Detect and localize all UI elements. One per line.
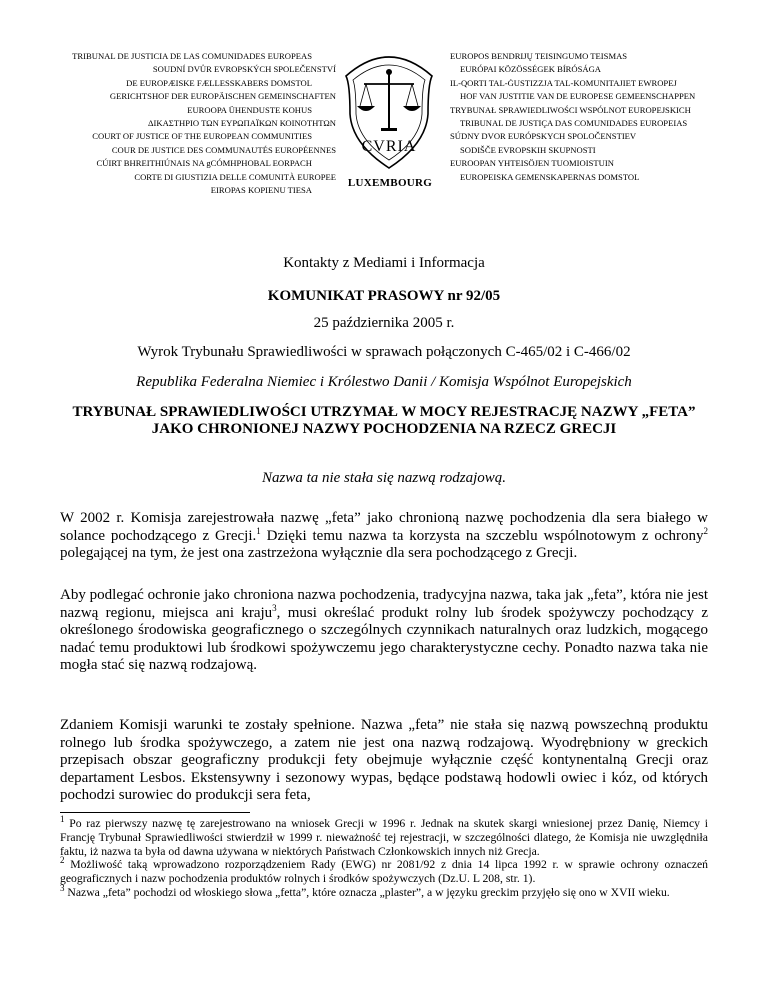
- headline: TRYBUNAŁ SPRAWIEDLIWOŚCI UTRZYMAŁ W MOCY REJESTRACJĘ NAZWY „FETA” JAKO CHRONIONEJ NAZWY POCHODZENIA NA RZECZ GRECJI: [72, 404, 696, 437]
- court-name: EUROPOS BENDRIJŲ TEISINGUMO TEISMAS: [450, 51, 628, 61]
- court-name: IL-QORTI TAL-ĠUSTIZZJA TAL-KOMUNITAJIET EWROPEJ: [450, 77, 677, 88]
- footnote-mark: 2: [60, 855, 65, 866]
- court-name: HOF VAN JUSTITIE VAN DE EUROPESE GEMEENSCHAPPEN: [460, 91, 696, 102]
- court-name: EUROPEISKA GEMENSKAPERNAS DOMSTOL: [460, 171, 640, 182]
- court-name: SODIŠČE EVROPSKIH SKUPNOSTI: [460, 144, 596, 155]
- footnote-text: Po raz pierwszy nazwę tę zarejestrowano na wniosek Grecji w 1996 r. Jednak na skutek skargi wniesionej przez Danię, Niemcy i Francję Trybunał Sprawiedliwości stwierdził w 1999 r. nieważność tej rejestracji, w szczególności dlatego, że Komisja nie uwzględniła faktu, iż nazwa ta była od dawna używana w niektórych Państwach Członkowskich innych niż Grecja.: [60, 817, 708, 858]
- court-names-left: [30, 50, 336, 197]
- case-parties: Republika Federalna Niemiec i Królestwo Danii / Komisja Wspólnot Europejskich: [136, 374, 632, 390]
- court-name: EUROOPAN YHTEISÖJEN TUOMIOISTUIN: [450, 158, 614, 169]
- court-name: GERICHTSHOF DER EUROPÄISCHEN GEMEINSCHAFTEN: [109, 91, 336, 102]
- footnote-mark: 1: [60, 814, 65, 825]
- court-name: TRIBUNAL DE JUSTIÇA DAS COMUNIDADES EUROPEIAS: [460, 118, 688, 129]
- court-name: COUR DE JUSTICE DES COMMUNAUTÉS EUROPÉENNES: [111, 144, 336, 155]
- department-label: Kontakty z Mediami i Informacja: [283, 255, 485, 271]
- footnote-ref[interactable]: 1: [256, 525, 261, 536]
- court-name: CORTE DI GIUSTIZIA DELLE COMUNITÀ EUROPEE: [134, 171, 336, 182]
- paragraph-text: , musi określać produkt rolny lub środek spożywczy pochodzący z określonego środowiska geograficznego o szczególnych czynnikach naturalnych oraz ludzkich, mogącego nadać temu produktowi lub środkowi spożywczemu jego charakterystyczne cechy. Ponadto nazwa taka nie mogła stać się nazwą rodzajową.: [60, 604, 708, 674]
- judgment-reference: Wyrok Trybunału Sprawiedliwości w sprawach połączonych C-465/02 i C-466/02: [137, 344, 631, 360]
- paragraph-text: Aby podlegać ochronie jako chroniona nazwa pochodzenia, tradycyjna nazwa, taka jak „feta”, która nie jest nazwą regionu, miejsca ani kraju: [60, 587, 708, 621]
- paragraph-text: Dzięki temu nazwa ta korzysta na szczeblu wspólnotowym z ochrony: [260, 527, 704, 544]
- court-name: TRIBUNAL DE JUSTICIA DE LAS COMUNIDADES EUROPEAS: [72, 51, 312, 61]
- court-name: SÚDNY DVOR EURÓPSKYCH SPOLOČENSTIEV: [450, 131, 637, 142]
- footnote-text: Nazwa „feta” pochodzi od włoskiego słowa „fetta”, które oznacza „plaster”, a w języku greckim przyjęło się ono w XVII wieku.: [64, 885, 670, 899]
- curia-emblem: [336, 44, 442, 194]
- footnote: [60, 855, 708, 886]
- court-name: EURÓPAI KÖZÖSSÉGEK BÍRÓSÁGA: [460, 64, 602, 75]
- court-name: EIROPAS KOPIENU TIESA: [210, 185, 312, 196]
- subheadline: Nazwa ta nie stała się nazwą rodzajową.: [261, 470, 507, 486]
- court-name: EUROOPA ÜHENDUSTE KOHUS: [187, 104, 312, 115]
- court-name: TRYBUNAŁ SPRAWIEDLIWOŚCI WSPÓLNOT EUROPEJSKICH: [450, 104, 691, 115]
- footnote-text: Możliwość taką wprowadzono rozporządzeniem Rady (EWG) nr 2081/92 z dnia 14 lipca 1992 r. w sprawie ochrony oznaczeń geograficznych i nazw pochodzenia produktów rolnych i środków spożywczych (Dz.U. L 208, str. 1).: [60, 858, 708, 886]
- release-date: 25 października 2005 r.: [313, 315, 455, 331]
- paragraph-3: Zdaniem Komisji warunki te zostały spełnione. Nazwa „feta” nie stała się nazwą powszechną produktu rolnego lub środka spożywczego, a zatem nie jest ona nazwą rodzajową. Wyodrębniony w greckich przepisach obszar geograficzny produkcji fety obejmuje wyłącznie część kontynentalną Grecji oraz departament Lesbos. Ekstensywny i sezonowy wypas, będące podstawą hodowli owiec i kóz, od których pochodzi surowiec do produkcji sera feta,: [60, 717, 708, 804]
- location-label: LUXEMBOURG: [347, 177, 433, 189]
- footnote-mark: 3: [60, 883, 65, 894]
- footnote-divider: [60, 812, 250, 813]
- footnote: [60, 883, 708, 900]
- court-name: CÚIRT BHREITHIÚNAIS NA gCÓMHPHOBAL EORPACH: [96, 158, 312, 169]
- paragraph-text: W 2002 r. Komisja zarejestrowała nazwę „feta” jako chronioną nazwę pochodzenia dla sera białego w solance pochodzącego z Grecji.: [60, 510, 708, 544]
- emblem-text: CVRIA: [361, 138, 417, 155]
- court-name: SOUDNÍ DVŮR EVROPSKÝCH SPOLEČENSTVÍ: [152, 64, 336, 75]
- court-name: COURT OF JUSTICE OF THE EUROPEAN COMMUNITIES: [92, 131, 312, 142]
- paragraph-text: polegającej na tym, że jest ona zastrzeżona wyłącznie dla sera pochodzącego z Grecji.: [60, 545, 578, 562]
- paragraph-1: [60, 510, 708, 563]
- footnotes: [60, 814, 708, 900]
- footnote-ref[interactable]: 2: [703, 525, 708, 536]
- press-release-title: KOMUNIKAT PRASOWY nr 92/05: [267, 288, 501, 304]
- paragraph-2: [60, 587, 708, 675]
- footnote: [60, 814, 708, 858]
- court-names-right: [450, 50, 750, 184]
- court-name: DE EUROPÆISKE FÆLLESSKABERS DOMSTOL: [126, 77, 312, 88]
- court-name: ΔΙΚΑΣΤΗΡΙΟ ΤΩΝ ΕΥΡΩΠΑΪΚΩΝ ΚΟΙΝΟΤΗΤΩΝ: [147, 118, 336, 129]
- footnote-ref[interactable]: 3: [272, 602, 277, 613]
